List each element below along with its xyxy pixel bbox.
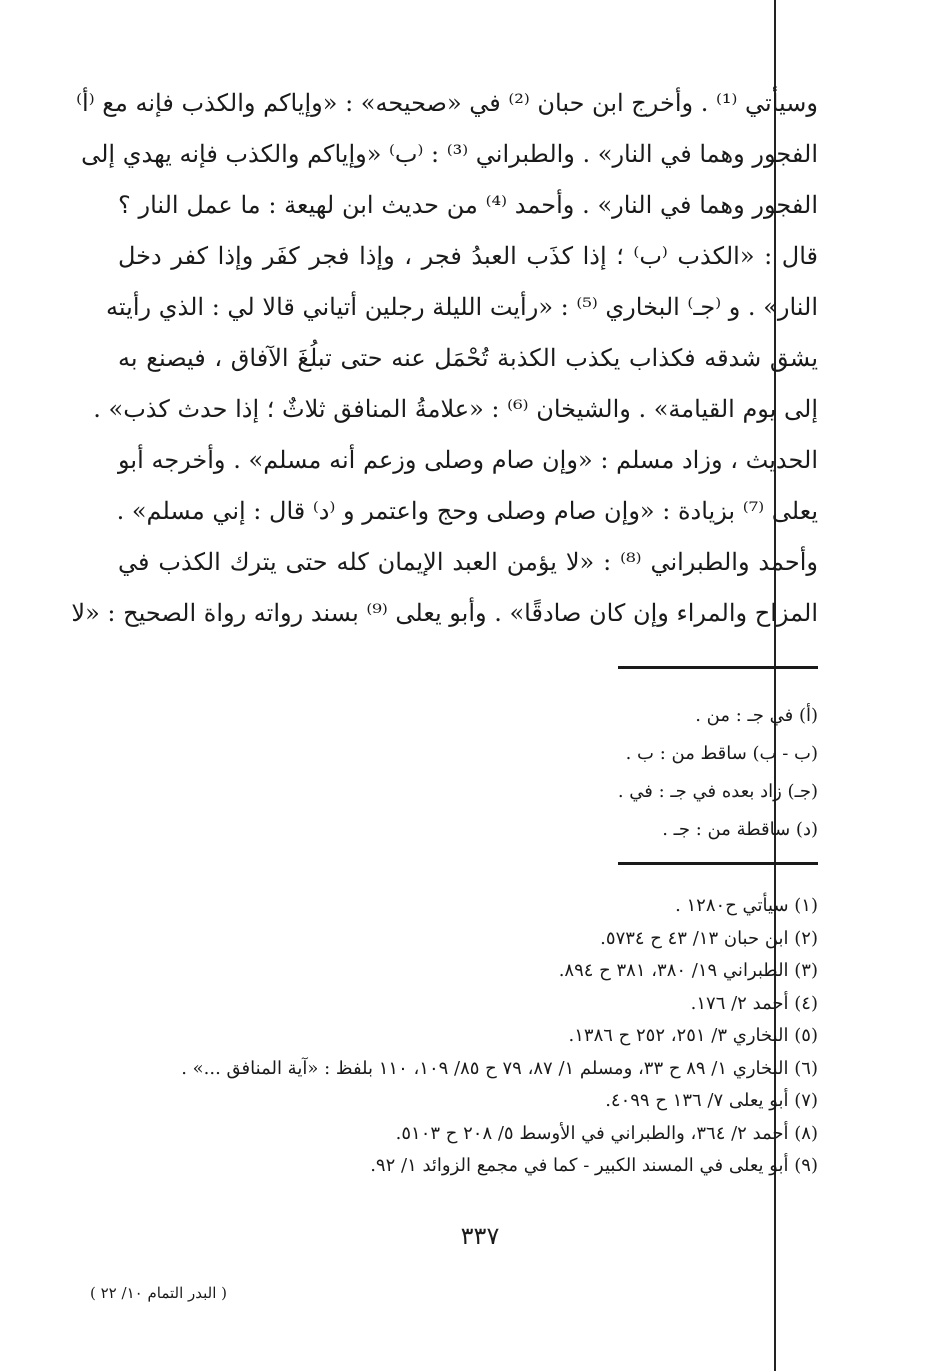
footnote: (٣) الطبراني ١٩/ ٣٨٠، ٣٨١ ح ٨٩٤. bbox=[558, 960, 818, 981]
text-line: المزاح والمراء وإن كان صادقًا» . وأبو يعلى ⁽⁹⁾ بسند رواته رواة الصحيح : «لا bbox=[71, 599, 818, 627]
footnote: (٧) أبو يعلى ٧/ ١٣٦ ح ٤٠٩٩. bbox=[605, 1090, 818, 1111]
variant-notes bbox=[300, 697, 818, 849]
text-line: إلى يوم القيامة» . والشيخان ⁽⁶⁾ : «علامةُ المنافق ثلاثٌ ؛ إذا حدث كذب» . bbox=[93, 395, 818, 423]
main-text bbox=[71, 78, 819, 639]
text-line: يشق شدقه فكذاب يكذب الكذبة تُحْمَل عنه حتى تبلُغَ الآفاق ، فيصنع به bbox=[118, 344, 818, 372]
variant-note: (أ) في جـ : من . bbox=[695, 705, 818, 726]
page-number: ٣٣٧ bbox=[460, 1222, 500, 1250]
variant-note: (جـ) زاد بعده في جـ : في . bbox=[617, 781, 818, 802]
footnote: (٤) أحمد ٢/ ١٧٦. bbox=[690, 992, 818, 1014]
text-line: وأحمد والطبراني ⁽⁸⁾ : «لا يؤمن العبد الإيمان كله حتى يترك الكذب في bbox=[118, 548, 819, 576]
text-line: الفجور وهما في النار» . وأحمد ⁽⁴⁾ من حديث ابن لهيعة : ما عمل النار ؟ bbox=[118, 191, 819, 219]
text-line: الحديث ، وزاد مسلم : «وإن صام وصلى وزعم أنه مسلم» . وأخرجه أبو bbox=[118, 446, 818, 474]
text-line: وسيأتي ⁽¹⁾ . وأخرج ابن حبان ⁽²⁾ في «صحيحه» : «وإياكم والكذب فإنه مع ⁽أ⁾ bbox=[76, 89, 818, 117]
text-line: قال : «الكذب ⁽ب⁾ ؛ إذا كذَب العبدُ فجر ، وإذا فجر كفَر وإذا كفر دخل bbox=[118, 242, 818, 270]
text-line: يعلى ⁽⁷⁾ بزيادة : «وإن صام وصلى وحج واعتمر و ⁽د⁾ قال : إني مسلم» . bbox=[116, 497, 818, 525]
footnote: (٦) البخاري ١/ ٨٩ ح ٣٣، ومسلم ١/ ٨٧، ٧٩ ح ٨٥/ ١٠٩، ١١٠ بلفظ : «آية المنافق ...» . bbox=[181, 1057, 818, 1079]
footnote: (٨) أحمد ٢/ ٣٦٤، والطبراني في الأوسط ٥/ ٢٠٨ ح ٥١٠٣. bbox=[395, 1122, 818, 1144]
variants-separator bbox=[618, 666, 818, 669]
footnotes-separator bbox=[618, 862, 818, 865]
text-line: الفجور وهما في النار» . والطبراني ⁽³⁾ : ⁽ب⁾ «وإياكم والكذب فإنه يهدي إلى bbox=[81, 140, 818, 168]
volume-stamp: ( البدر التمام ١٠/ ٢٢ ) bbox=[90, 1284, 228, 1302]
footnote: (١) سيأتي ح١٢٨٠ . bbox=[675, 895, 818, 916]
footnote: (٢) ابن حبان ١٣/ ٤٣ ح ٥٧٣٤. bbox=[600, 927, 818, 949]
footnote: (٥) البخاري ٣/ ٢٥١، ٢٥٢ ح ١٣٨٦. bbox=[568, 1025, 818, 1046]
footnote: (٩) أبو يعلى في المسند الكبير - كما في مجمع الزوائد ١/ ٩٢. bbox=[370, 1155, 818, 1176]
variant-note: (ب - ب) ساقط من : ب . bbox=[625, 743, 818, 764]
text-line: النار» . و ⁽جـ⁾ البخاري ⁽⁵⁾ : «رأيت الليلة رجلين أتياني قالا لي : الذي رأيته bbox=[106, 293, 818, 321]
variant-note: (د) ساقطة من : جـ . bbox=[662, 819, 818, 840]
footnotes bbox=[100, 890, 818, 1183]
